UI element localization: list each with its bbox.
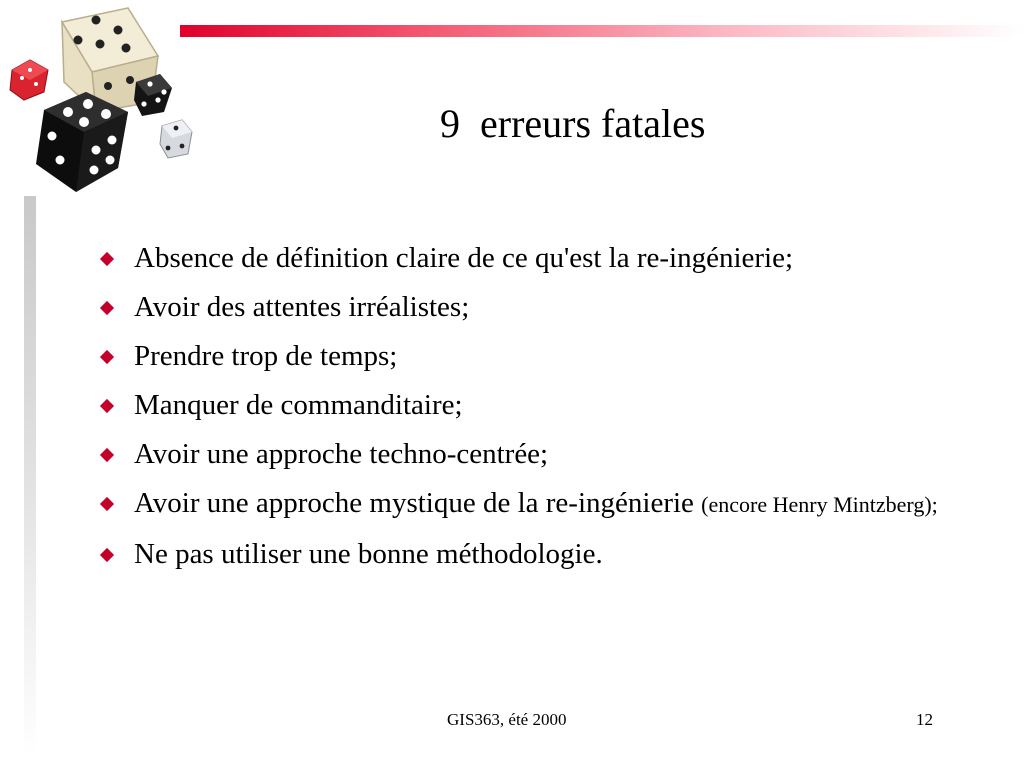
list-item <box>96 436 956 472</box>
bullet-text: Avoir une approche techno-centrée; <box>134 438 549 470</box>
diamond-bullet-icon <box>100 252 114 266</box>
diamond-bullet-icon <box>100 448 114 462</box>
diamond-bullet-icon <box>100 497 114 511</box>
bullet-note: (encore Henry Mintzberg); <box>701 492 938 517</box>
list-item <box>96 536 956 572</box>
slide-title: 9 erreurs fatales <box>440 101 706 146</box>
bullet-text: Absence de définition claire de ce qu'est la re-ingénierie; <box>134 242 794 274</box>
red-die-icon <box>10 60 48 100</box>
list-item <box>96 338 956 374</box>
dice-illustration <box>0 0 200 200</box>
page-number: 12 <box>916 710 933 729</box>
black-die-icon <box>36 92 128 192</box>
diamond-bullet-icon <box>100 350 114 364</box>
list-item <box>96 387 956 423</box>
top-accent-bar <box>180 25 1024 37</box>
list-item <box>96 485 956 523</box>
grey-die-icon <box>160 120 192 158</box>
diamond-bullet-icon <box>100 301 114 315</box>
list-item <box>96 289 956 325</box>
footer-text: GIS363, été 2000 <box>447 710 567 729</box>
bullet-text: Ne pas utiliser une bonne méthodologie. <box>134 538 603 570</box>
bullet-text: Manquer de commanditaire; <box>134 389 463 421</box>
diamond-bullet-icon <box>100 548 114 562</box>
diamond-bullet-icon <box>100 399 114 413</box>
bullet-list <box>96 240 956 585</box>
bullet-text: Avoir une approche mystique de la re-ingénierie <box>134 487 702 519</box>
bullet-text: Avoir des attentes irréalistes; <box>134 291 470 323</box>
left-accent-bar <box>24 196 36 756</box>
list-item <box>96 240 956 276</box>
bullet-text: Prendre trop de temps; <box>134 340 398 372</box>
